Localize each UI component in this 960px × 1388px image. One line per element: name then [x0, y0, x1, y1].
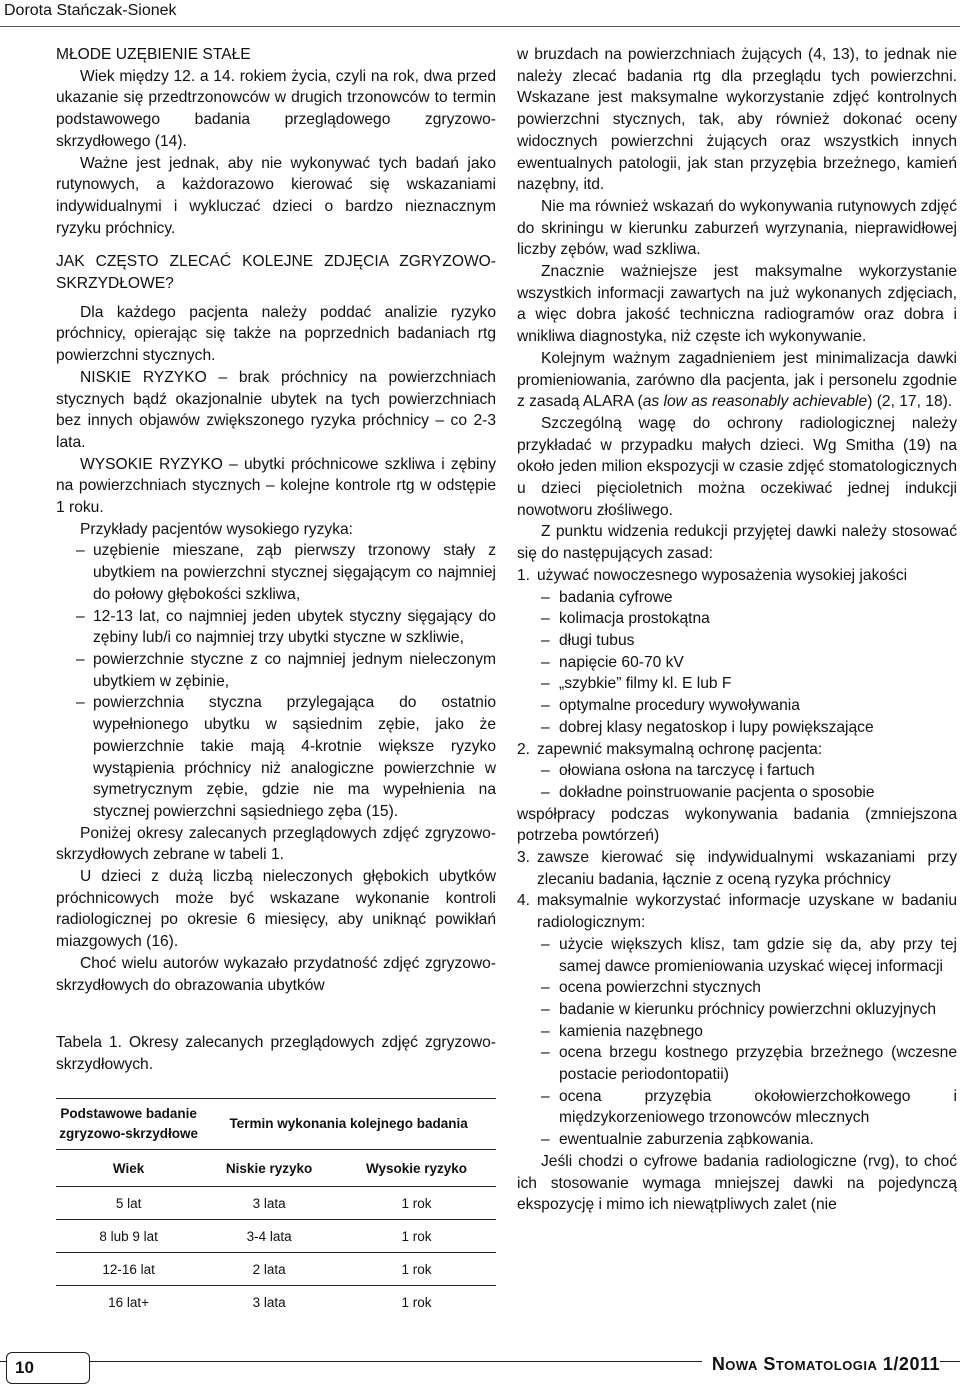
table-cell: 1 rok: [337, 1220, 496, 1253]
list-item: – ewentualnie zaburzenia ząbkowania.: [517, 1129, 957, 1151]
paragraph: Poniżej okresy zalecanych przeglądowych zdjęć zgryzowo-skrzydłowych zebrane w tabeli 1.: [56, 824, 496, 864]
list-item: – badania cyfrowe: [517, 587, 957, 609]
table-row: [56, 1253, 496, 1286]
numbered-item: [517, 847, 957, 890]
paragraph: NISKIE RYZYKO – brak próchnicy na powierzchniach stycznych bądź okazjonalnie ubytek na tych powierzchniach bez innych objawów zwiększonego ryzyka próchnicy – co 2-3 lata.: [56, 368, 496, 451]
journal-title: Nowa Stomatologia 1/2011: [702, 1350, 940, 1378]
item-text: zapewnić maksymalną ochronę pacjenta:: [537, 740, 823, 758]
paragraph: U dzieci z dużą liczbą nieleczonych głębokich ubytków próchnicowych może być wskazane wykonanie kontroli radiologicznej po okresie 6 miesięcy, aby uniknąć powikłań miazgowych (16).: [56, 868, 496, 951]
table-cell: 2 lata: [201, 1253, 337, 1286]
list-item: – dokładne poinstruowanie pacjenta o sposobie: [517, 782, 957, 804]
table-row: [56, 1187, 496, 1220]
item-number: 4.: [517, 892, 531, 910]
list-item: – badanie w kierunku próchnicy powierzchni okluzyjnych: [517, 999, 957, 1021]
item-number: 2.: [517, 740, 531, 758]
paragraph: Choć wielu autorów wykazało przydatność zdjęć zgryzowo-skrzydłowych do obrazowania ubytków: [56, 954, 496, 994]
table-header-cell: Niskie ryzyko: [201, 1150, 337, 1187]
paragraph: Jeśli chodzi o cyfrowe badania radiologiczne (rvg), to choć ich stosowanie wymaga mniejszej dawki na pojedynczą ekspozycję i mimo ich niewątpliwych zalet (nie: [517, 1152, 957, 1214]
table-cell: 8 lub 9 lat: [56, 1220, 201, 1253]
paragraph: WYSOKIE RYZYKO – ubytki próchnicowe szkliwa i zębiny na powierzchniach stycznych – kolejne kontrole rtg w odstępie 1 roku.: [56, 455, 496, 517]
patient-protection-list: [517, 760, 957, 803]
list-item: – ocena brzegu kostnego przyzębia brzeżnego (wczesne postacie periodontopatii): [517, 1042, 957, 1085]
equipment-list: [517, 587, 957, 739]
table-row: [56, 1220, 496, 1253]
table-cell: 12-16 lat: [56, 1253, 201, 1286]
list-item: – ołowiana osłona na tarczycę i fartuch: [517, 760, 957, 782]
paragraph: [517, 348, 957, 413]
table-cell: 16 lat+: [56, 1286, 201, 1319]
page-number: 10: [6, 1352, 90, 1384]
italic-phrase: as low as reasonably achievable: [642, 393, 868, 411]
table-subheader-row: [56, 1150, 496, 1187]
list-item: – użycie większych klisz, tam gdzie się da, aby przy tej samej dawce promieniowania uzyskać więcej informacji: [517, 934, 957, 977]
item-number: 1.: [517, 566, 531, 584]
radiology-information-list: [517, 934, 957, 1151]
paragraph: Dla każdego pacjenta należy poddać analizie ryzyko próchnicy, opierając się także na poprzednich badaniach rtg powierzchni stycznych.: [56, 303, 496, 365]
item-text: używać nowoczesnego wyposażenia wysokiej jakości: [537, 566, 908, 584]
numbered-item: [517, 890, 957, 933]
table-header-cell: Termin wykonania kolejnego badania: [201, 1099, 496, 1150]
table-cell: 3 lata: [201, 1286, 337, 1319]
paragraph: Szczególną wagę do ochrony radiologicznej należy przykładać w przypadku małych dzieci. Wg Smitha (19) na około jeden milion ekspozycji w czasie zdjęć stomatologicznych u dzieci pięcioletnich można oczekiwać jednej indukcji nowotworu złośliwego.: [517, 414, 957, 519]
list-item: – uzębienie mieszane, ząb pierwszy trzonowy stały z ubytkiem na powierzchni stycznej sięgającym co najmniej do połowy głębokości szkliwa,: [56, 540, 496, 605]
item-text: zawsze kierować się indywidualnymi wskazaniami przy zlecaniu badania, łącznie z oceną ryzyka próchnicy: [537, 849, 957, 888]
paragraph: w bruzdach na powierzchniach żujących (4, 13), to jednak nie należy zlecać badania rtg dla przeglądu tych powierzchni. Wskazane jest maksymalne wykorzystanie zdjęć kontrolnych powierzchni stycznych, tak, aby również dokonać oceny widocznych powierzchni żujących oraz wszystkich innych ewentualnych patologii, jak stan przyzębia brzeżnego, kamień nazębny, itd.: [517, 46, 957, 194]
table-row: [56, 1286, 496, 1319]
author-name: Dorota Stańczak-Sionek: [4, 2, 177, 19]
review-intervals-table: [56, 1098, 496, 1318]
list-item: – kamienia nazębnego: [517, 1021, 957, 1043]
numbered-item: [517, 565, 957, 587]
table-cell: 1 rok: [337, 1286, 496, 1319]
item-text: maksymalnie wykorzystać informacje uzyskane w badaniu radiologicznym:: [537, 892, 957, 932]
table-cell: 3 lata: [201, 1187, 337, 1220]
list-item: – 12-13 lat, co najmniej jeden ubytek styczny sięgający do zębiny lub/i co najmniej trzy ubytki styczne w szkliwie,: [56, 606, 496, 649]
paragraph: Nie ma również wskazań do wykonywania rutynowych zdjęć do skriningu w kierunku zaburzeń wyrzynania, nieprawidłowej liczby zębów, wad szkliwa.: [517, 197, 957, 259]
table-cell: 1 rok: [337, 1253, 496, 1286]
section-heading: JAK CZĘSTO ZLECAĆ KOLEJNE ZDJĘCIA ZGRYZOWO-SKRZYDŁOWE?: [56, 253, 496, 293]
left-column: [56, 44, 496, 1076]
high-risk-examples-list: [56, 540, 496, 822]
numbered-item: [517, 739, 957, 761]
list-item: – ocena przyzębia okołowierzchołkowego i międzykorzeniowego trzonowców mlecznych: [517, 1086, 957, 1129]
list-item: – powierzchnie styczne z co najmniej jednym nieleczonym ubytkiem w zębinie,: [56, 649, 496, 692]
table-caption: Tabela 1. Okresy zalecanych przeglądowych zdjęć zgryzowo-skrzydłowych.: [56, 1034, 496, 1073]
table-header-cell: Wiek: [56, 1150, 201, 1187]
list-item: – dobrej klasy negatoskop i lupy powiększające: [517, 717, 957, 739]
paragraph: Znacznie ważniejsze jest maksymalne wykorzystanie wszystkich informacji zawartych na już wykonanych zdjęciach, a więc dobra jakość techniczna radiogramów oraz dobra i wnikliwa diagnostyka, niż częste ich wykonywanie.: [517, 263, 957, 346]
item-number: 3.: [517, 849, 531, 867]
table-header-cell: Wysokie ryzyko: [337, 1150, 496, 1187]
list-item: – „szybkie” filmy kl. E lub F: [517, 673, 957, 695]
section-heading: MŁODE UZĘBIENIE STAŁE: [56, 46, 251, 63]
text-run: Kolejnym ważnym zagadnieniem jest minimalizacja dawki promieniowania, zarówno dla pacjenta, jak i personelu zgodnie z zasadą ALARA (: [517, 349, 957, 411]
list-item: – ocena powierzchni stycznych: [517, 977, 957, 999]
paragraph: Wiek między 12. a 14. rokiem życia, czyli na rok, dwa przed ukazanie się przedtrzonowców w drugich trzonowców to termin podstawowego badania przeglądowego zgryzowo-skrzydłowego (14).: [56, 67, 496, 150]
text-run: ) (2, 17, 18).: [867, 393, 953, 411]
paragraph: Przykłady pacjentów wysokiego ryzyka:: [80, 520, 353, 538]
list-item: – optymalne procedury wywoływania: [517, 695, 957, 717]
table-cell: 1 rok: [337, 1187, 496, 1220]
list-item: – długi tubus: [517, 630, 957, 652]
table-header-cell: Podstawowe badanie zgryzowo-skrzydłowe: [56, 1099, 201, 1150]
paragraph: Ważne jest jednak, aby nie wykonywać tych badań jako rutynowych, a każdorazowo kierować się wskazaniami indywidualnymi i wykluczać dzieci o bardzo nieznacznym ryzyku próchnicy.: [56, 154, 496, 237]
right-column: [517, 44, 957, 1216]
list-item: – napięcie 60-70 kV: [517, 652, 957, 674]
table-cell: 5 lat: [56, 1187, 201, 1220]
list-item: – kolimacja prostokątna: [517, 608, 957, 630]
paragraph: Z punktu widzenia redukcji przyjętej dawki należy stosować się do następujących zasad:: [517, 523, 957, 563]
table-header-row: [56, 1099, 496, 1150]
running-header: [0, 0, 960, 27]
table-cell: 3-4 lata: [201, 1220, 337, 1253]
list-item: – powierzchnia styczna przylegająca do ostatnio wypełnionego ubytku w sąsiednim zębie, jako że powierzchnie takie mają 4-krotnie większe ryzyko wystąpienia próchnicy niż analogiczne powierzchnie w symetrycznym zębie, gdzie nie ma wypełnienia na stycznej powierzchni sąsiedniego zęba (15).: [56, 692, 496, 822]
paragraph: współpracy podczas wykonywania badania (zmniejszona potrzeba powtórzeń): [517, 805, 957, 845]
